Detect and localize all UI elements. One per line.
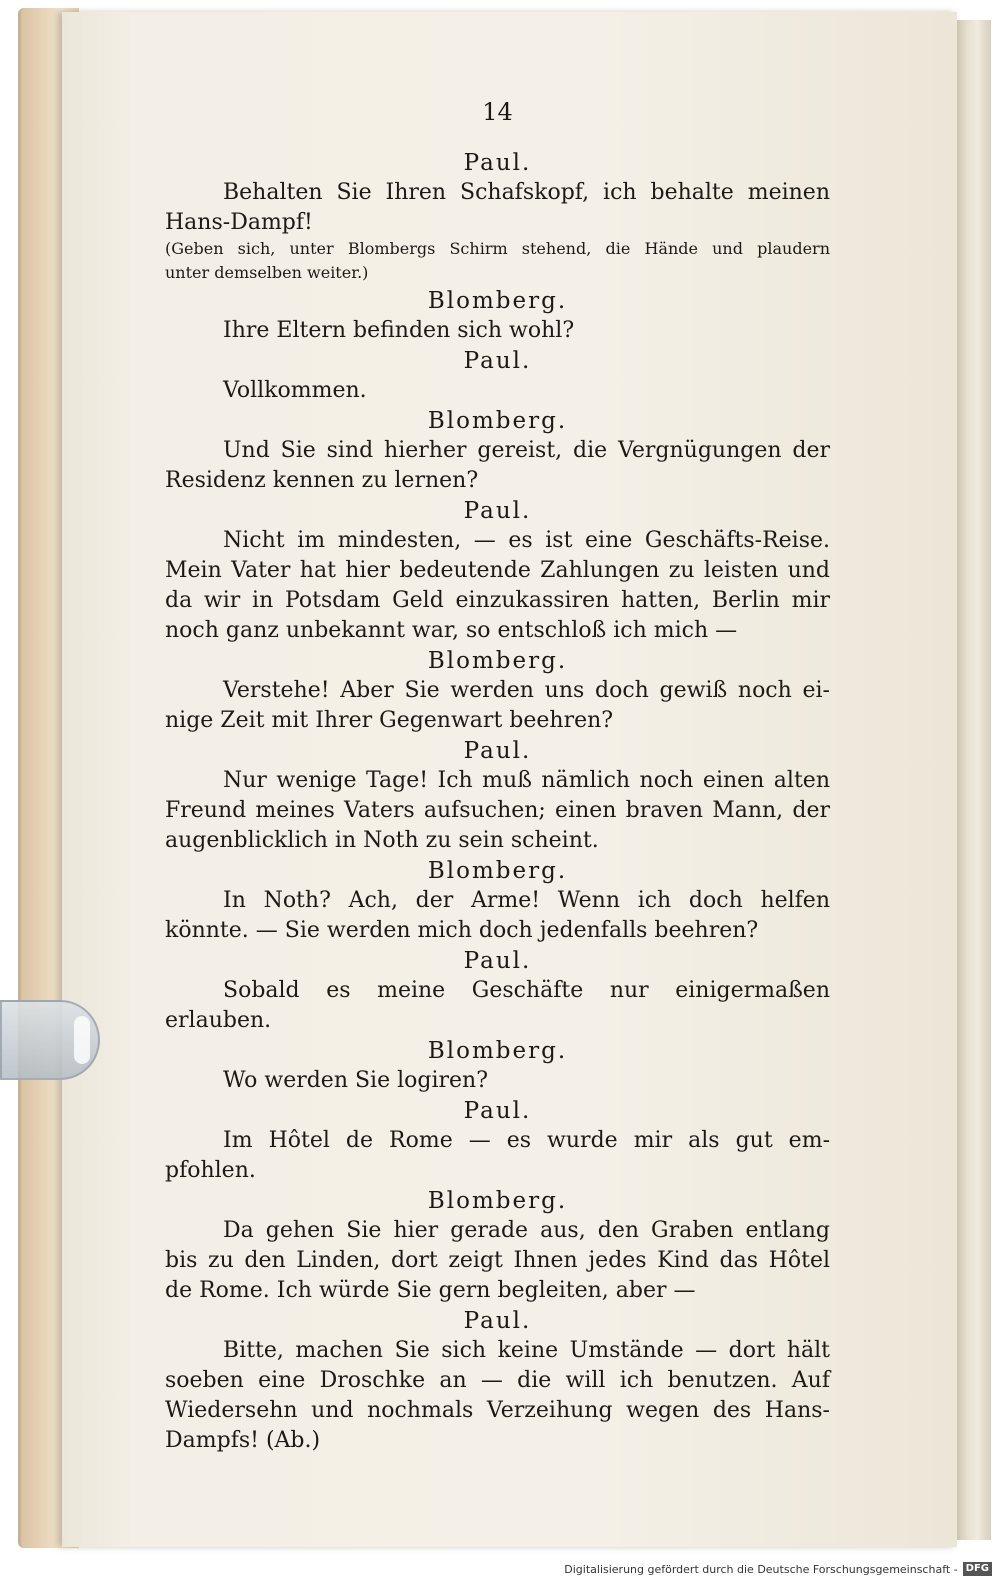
- speech-line: Bitte, machen Sie sich keine Umstände — dort hält: [223, 1338, 830, 1363]
- speech-line: bis zu den Linden, dort zeigt Ihnen jedes Kind das Hôtel: [165, 1248, 830, 1273]
- speech-block: [165, 1216, 830, 1306]
- speech-line: Dampfs! (Ab.): [165, 1428, 321, 1453]
- speech-block: [165, 178, 830, 238]
- speaker-name: Blomberg.: [427, 288, 568, 314]
- speaker-name: Blomberg.: [427, 858, 568, 884]
- speech-block: [165, 766, 830, 856]
- speech-line: Verstehe! Aber Sie werden uns doch gewiß noch ei-: [223, 678, 830, 703]
- speech-line: Behalten Sie Ihren Schafskopf, ich behalte meinen: [223, 180, 830, 205]
- speaker-name: Paul.: [463, 948, 532, 974]
- speech-line: Mein Vater hat hier bedeutende Zahlungen zu leisten und: [165, 558, 830, 583]
- speaker-name: Blomberg.: [427, 1038, 568, 1064]
- speaker-name: Paul.: [463, 1308, 532, 1334]
- speech-line: de Rome. Ich würde Sie gern begleiten, aber —: [165, 1278, 696, 1303]
- speaker-name: Paul.: [463, 348, 532, 374]
- speech-line: Freund meines Vaters aufsuchen; einen braven Mann, der: [165, 798, 830, 823]
- speech-line: Wo werden Sie logiren?: [223, 1068, 489, 1093]
- speaker-name: Blomberg.: [427, 408, 568, 434]
- speech-block: [165, 886, 830, 946]
- speech-line: Hans-Dampf!: [165, 210, 313, 235]
- speech-line: Im Hôtel de Rome — es wurde mir als gut em-: [223, 1128, 830, 1153]
- speech-line: Da gehen Sie hier gerade aus, den Graben entlang: [223, 1218, 830, 1243]
- speech-block: [165, 976, 830, 1036]
- speech-block: [165, 316, 830, 346]
- speech-block: [165, 376, 830, 406]
- speech-line: Sobald es meine Geschäfte nur einigermaßen erlauben.: [165, 978, 830, 1033]
- speech-line: nige Zeit mit Ihrer Gegenwart beehren?: [165, 708, 614, 733]
- speech-line: da wir in Potsdam Geld einzukassiren hatten, Berlin mir: [165, 588, 830, 613]
- page-clip-bookmark: [0, 1000, 100, 1080]
- stage-line: unter demselben weiter.): [165, 263, 369, 282]
- speech-line: augenblicklich in Noth zu sein scheint.: [165, 828, 599, 853]
- speaker-name: Blomberg.: [427, 648, 568, 674]
- footer-credit: [564, 1562, 992, 1576]
- speech-block: [165, 1336, 830, 1456]
- speech-block: [165, 1126, 830, 1186]
- clip-highlight: [74, 1016, 90, 1064]
- speaker-name: Blomberg.: [427, 1188, 568, 1214]
- speech-line: könnte. — Sie werden mich doch jedenfalls beehren?: [165, 918, 759, 943]
- speech-block: [165, 436, 830, 496]
- speaker-name: Paul.: [463, 738, 532, 764]
- footer-text: Digitalisierung gefördert durch die Deutsche Forschungsgemeinschaft -: [564, 1562, 958, 1576]
- speech-line: Residenz kennen zu lernen?: [165, 468, 479, 493]
- speech-line: Nicht im mindesten, — es ist eine Geschäfts-Reise.: [223, 528, 830, 553]
- dfg-logo: DFG: [963, 1562, 992, 1576]
- speech-block: [165, 1066, 830, 1096]
- next-page-edge: [957, 20, 991, 1540]
- speech-block: [165, 676, 830, 736]
- page-number: 14: [482, 98, 513, 126]
- speaker-name: Paul.: [463, 498, 532, 524]
- speech-line: In Noth? Ach, der Arme! Wenn ich doch helfen: [223, 888, 830, 913]
- speech-line: Wiedersehn und nochmals Verzeihung wegen des Hans-: [165, 1398, 830, 1423]
- stage-line: (Geben sich, unter Blombergs Schirm stehend, die Hände und plaudern: [165, 239, 830, 258]
- speaker-name: Paul.: [463, 1098, 532, 1124]
- speech-line: Nur wenige Tage! Ich muß nämlich noch einen alten: [223, 768, 830, 793]
- stage-direction: [165, 238, 830, 284]
- speech-line: Vollkommen.: [223, 378, 367, 403]
- page-text: [165, 100, 830, 1456]
- speech-block: [165, 526, 830, 646]
- speaker-name: Paul.: [463, 150, 532, 176]
- speech-line: noch ganz unbekannt war, so entschloß ich mich —: [165, 618, 738, 643]
- speech-line: pfohlen.: [165, 1158, 256, 1183]
- speech-line: Ihre Eltern befinden sich wohl?: [223, 318, 575, 343]
- speech-line: soeben eine Droschke an — die will ich benutzen. Auf: [165, 1368, 830, 1393]
- speech-line: Und Sie sind hierher gereist, die Vergnügungen der: [223, 438, 830, 463]
